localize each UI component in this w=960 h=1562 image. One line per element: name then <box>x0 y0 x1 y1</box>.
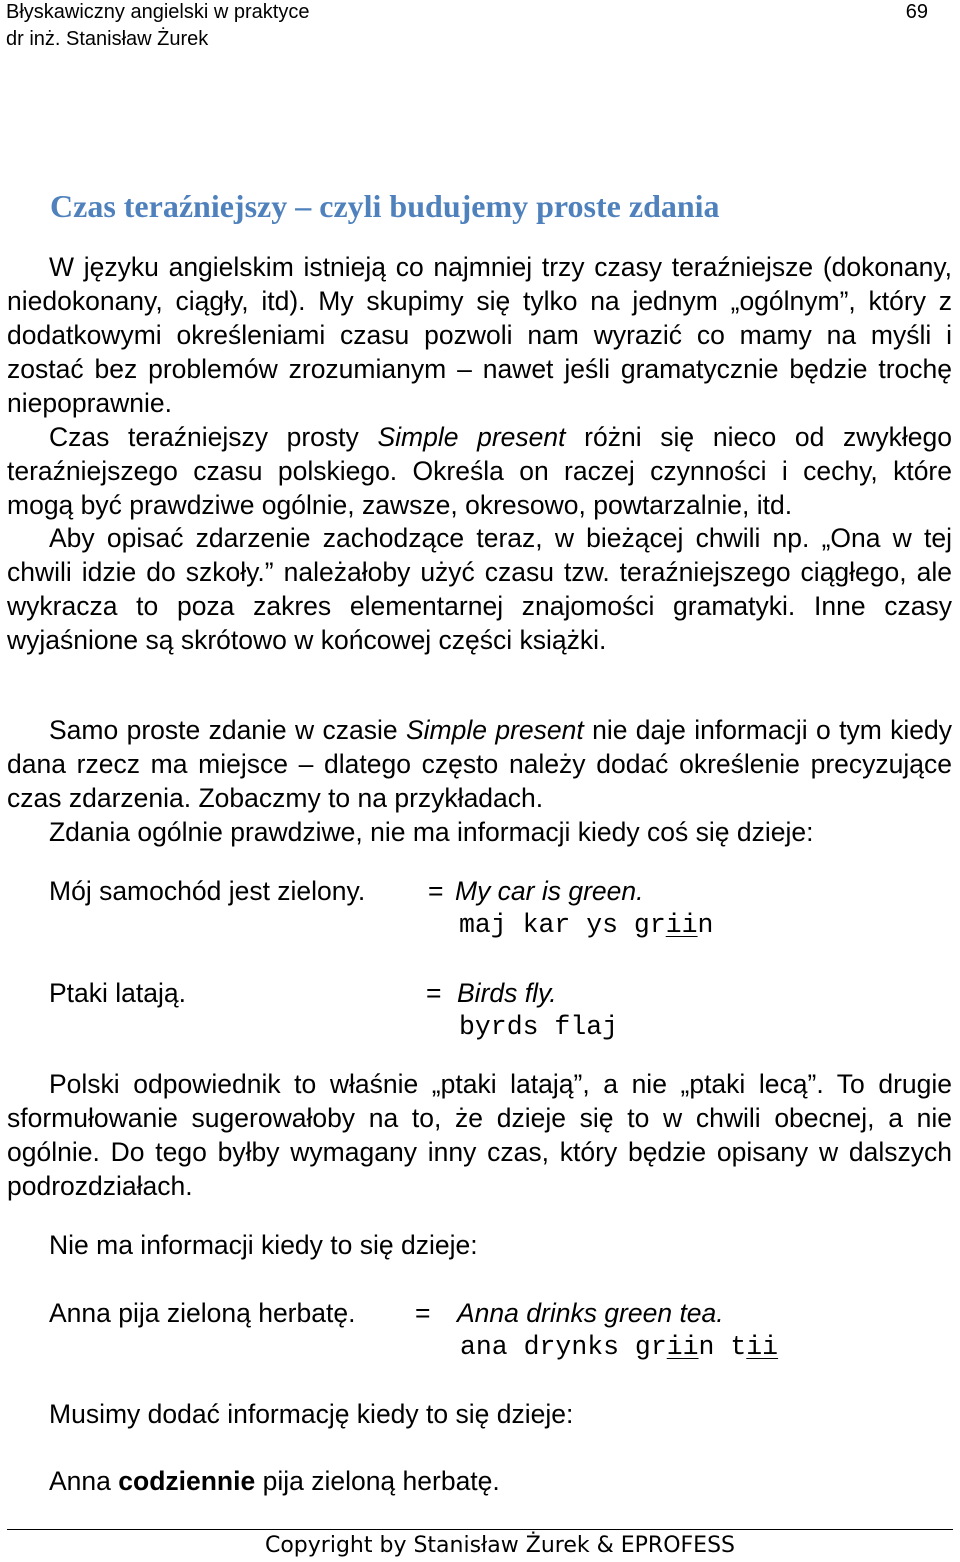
book-title: Błyskawiczny angielski w praktyce <box>6 1 310 23</box>
paragraph-text: Anna <box>49 1466 119 1496</box>
pron-part: n t <box>698 1332 747 1362</box>
example-english: Anna drinks green tea. <box>457 1298 724 1328</box>
paragraph-no-time-info: Nie ma informacji kiedy to się dzieje: <box>49 1230 478 1260</box>
pron-part: ana drynks gr <box>460 1332 667 1362</box>
example-pronunciation <box>460 1330 778 1364</box>
example-equals: = <box>428 876 444 906</box>
example-english: My car is green. <box>455 876 644 906</box>
paragraph-add-time-info: Musimy dodać informację kiedy to się dzieje: <box>49 1399 574 1429</box>
footer-copyright: Copyright by Stanisław Żurek & EPROFESS <box>264 1533 736 1558</box>
paragraph-intro: W języku angielskim istnieją co najmniej trzy czasy teraźniejsze (dokonany, niedokonany, ciągły, itd). My skupimy się tylko na jednym „ogólnym”, który z dodatkowymi określeniami czasu pozwoli nam wyrazić co mamy na myśli i zostać bez problemów zrozumianym – nawet jeśli gramatycznie będzie trochę niepoprawnie. <box>7 252 952 418</box>
paragraph-text: Samo proste zdanie w czasie <box>49 715 406 745</box>
pron-part: n <box>697 910 714 940</box>
emphasis-daily: codziennie <box>118 1466 256 1496</box>
pron-long-vowel: ii <box>665 910 698 940</box>
paragraph-example-daily <box>7 1464 952 1498</box>
example-polish: Anna pija zieloną herbatę. <box>49 1298 356 1328</box>
term-simple-present: Simple present <box>405 715 584 745</box>
paragraph-simple-present <box>7 420 952 522</box>
example-pronunciation: byrds flaj <box>459 1012 619 1042</box>
section-heading: Czas teraźniejszy – czyli budujemy proste zdania <box>50 188 720 224</box>
example-equals: = <box>415 1298 431 1328</box>
example-polish: Mój samochód jest zielony. <box>49 876 366 906</box>
pron-long-vowel: ii <box>746 1332 779 1362</box>
term-simple-present: Simple present <box>377 422 566 452</box>
paragraph-text: pija zieloną herbatę. <box>255 1466 500 1496</box>
pron-part: maj kar ys gr <box>459 910 666 940</box>
paragraph-text: różni się nieco od zwykłego teraźniejszego czasu polskiego. Określa on raczej czynności i cechy, które mogą być prawdziwe ogólnie, zawsze, okresowo, powtarzalnie, itd. <box>7 422 952 520</box>
page-number: 69 <box>905 1 928 23</box>
paragraph-text: nie daje informacji o tym kiedy dana rzecz ma miejsce – dlatego często należy dodać określenie precyzujące czas zdarzenia. Zobaczmy to na przykładach. <box>7 715 952 813</box>
example-pronunciation <box>459 908 713 942</box>
paragraph-translation-note: Polski odpowiednik to właśnie „ptaki latają”, a nie „ptaki lecą”. To drugie sformułowanie sugerowałoby na to, że dzieje się to w chwili obecnej, a nie ogólnie. Do tego byłby wymagany inny czas, który będzie opisany w dalszych podrozdziałach. <box>7 1069 952 1201</box>
paragraph-general-truth: Zdania ogólnie prawdziwe, nie ma informacji kiedy coś się dzieje: <box>49 817 814 847</box>
example-polish: Ptaki latają. <box>49 978 186 1008</box>
paragraph-continuous: Aby opisać zdarzenie zachodzące teraz, w bieżącej chwili np. „Ona w tej chwili idzie do szkoły.” należałoby użyć czasu tzw. teraźniejszego ciągłego, ale wykracza to poza zakres elementarnej znajomości gramatyki. Inne czasy wyjaśnione są skrótowo w końcowej części książki. <box>7 523 952 655</box>
footer-divider <box>7 1529 953 1530</box>
paragraph-time-info <box>7 713 952 815</box>
author: dr inż. Stanisław Żurek <box>6 28 209 50</box>
example-english: Birds fly. <box>457 978 557 1008</box>
paragraph-text: Czas teraźniejszy prosty <box>49 422 378 452</box>
example-equals: = <box>426 978 442 1008</box>
pron-long-vowel: ii <box>666 1332 699 1362</box>
